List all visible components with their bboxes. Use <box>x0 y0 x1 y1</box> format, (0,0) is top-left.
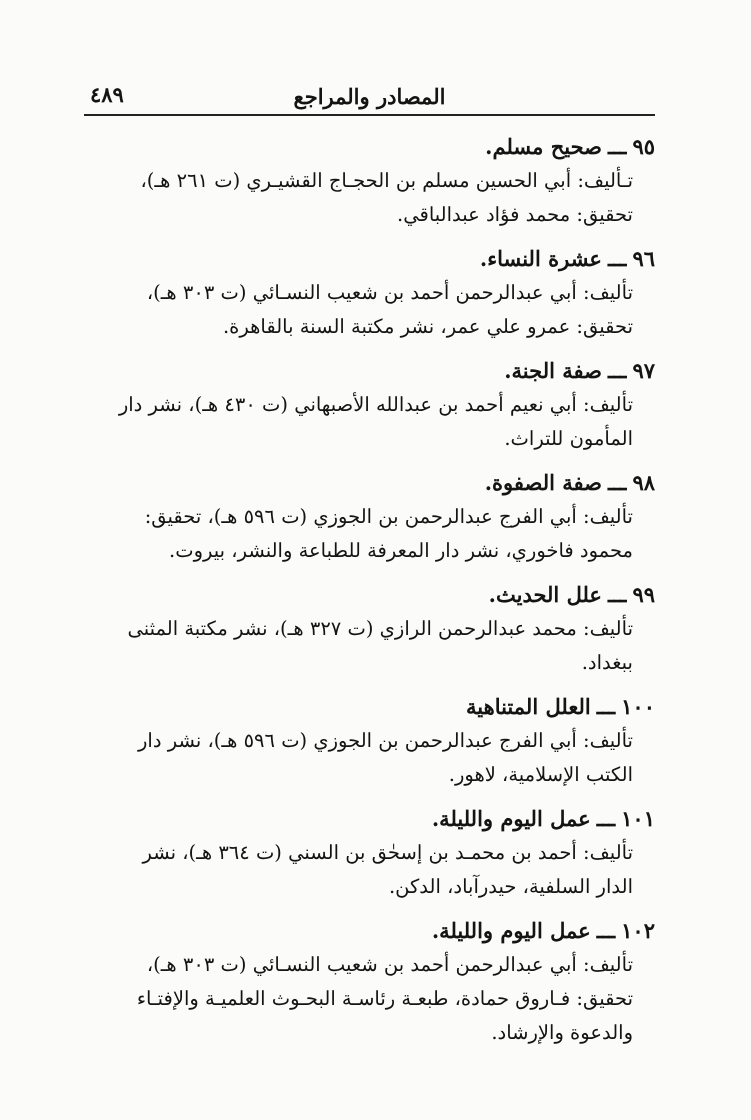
page-number: ٤٨٩ <box>90 82 124 107</box>
entry-title: عمل اليوم والليلة. <box>431 918 591 943</box>
entry-dash: ـــ <box>607 358 627 383</box>
entry-line: والدعوة والإرشاد. <box>491 1021 633 1044</box>
bibliography-entry <box>84 242 655 344</box>
entry-line: تأليف: أبي عبدالرحمن أحمد بن شعيب النسـائي (ت ٣٠٣ هـ)، <box>146 281 633 304</box>
entry-dash: ـــ <box>607 246 627 271</box>
entry-title: عمل اليوم والليلة. <box>431 806 591 831</box>
bibliography-entry <box>84 130 655 232</box>
entry-heading <box>84 578 655 612</box>
entry-line: تـأليف: أبي الحسين مسلم بن الحجـاج القشيـري (ت ٢٦١ هـ)، <box>140 169 633 192</box>
entry-heading <box>84 242 655 276</box>
entry-number: ٩٩ <box>632 582 655 607</box>
entry-line: الكتب الإسلامية، لاهور. <box>448 763 633 786</box>
entry-dash: ـــ <box>596 806 616 831</box>
entry-line: تأليف: أبي عبدالرحمن أحمد بن شعيب النسـائي (ت ٣٠٣ هـ)، <box>146 953 633 976</box>
entry-line: تأليف: محمد عبدالرحمن الرازي (ت ٣٢٧ هـ)، نشر مكتبة المثنى <box>127 617 633 640</box>
entry-heading <box>84 690 655 724</box>
bibliography-entry <box>84 354 655 456</box>
entry-line: تأليف: أبي الفرج عبدالرحمن بن الجوزي (ت ٥٩٦ هـ)، نشر دار <box>137 729 633 752</box>
entry-line: تأليف: أبي نعيم أحمد بن عبدالله الأصبهاني (ت ٤٣٠ هـ)، نشر دار <box>118 393 633 416</box>
page-header <box>84 78 655 116</box>
entry-dash: ـــ <box>607 582 627 607</box>
entry-number: ٩٨ <box>632 470 655 495</box>
entry-line: ببغداد. <box>581 651 633 674</box>
bibliography-list <box>84 116 655 1050</box>
bibliography-entry <box>84 578 655 680</box>
bibliography-entry <box>84 914 655 1050</box>
entry-dash: ـــ <box>607 470 627 495</box>
entry-number: ٩٦ <box>632 246 655 271</box>
bibliography-entry <box>84 690 655 792</box>
entry-line: تحقيق: فـاروق حمادة، طبعـة رئاسـة البحـوث العلميـة والإفتـاء <box>136 987 633 1010</box>
running-title: المصادر والمراجع <box>293 84 446 109</box>
entry-title: صفة الجنة. <box>504 358 602 383</box>
entry-line: تحقيق: عمرو علي عمر، نشر مكتبة السنة بالقاهرة. <box>222 315 633 338</box>
entry-title: صحيح مسلم. <box>485 134 602 159</box>
entry-heading <box>84 802 655 836</box>
bibliography-entry <box>84 802 655 904</box>
entry-dash: ـــ <box>596 918 616 943</box>
entry-heading <box>84 354 655 388</box>
entry-dash: ـــ <box>607 134 627 159</box>
entry-line: تحقيق: محمد فؤاد عبدالباقي. <box>397 203 633 226</box>
entry-number: ١٠١ <box>621 806 655 831</box>
entry-line: الدار السلفية، حيدرآباد، الدكن. <box>388 875 633 898</box>
entry-line: المأمون للتراث. <box>504 427 633 450</box>
entry-line: محمود فاخوري، نشر دار المعرفة للطباعة والنشر، بيروت. <box>169 539 633 562</box>
entry-title: العلل المتناهية <box>466 694 591 719</box>
book-page <box>84 78 655 1080</box>
entry-number: ١٠٢ <box>621 918 655 943</box>
entry-title: صفة الصفوة. <box>484 470 602 495</box>
bibliography-entry <box>84 466 655 568</box>
entry-dash: ـــ <box>596 694 616 719</box>
entry-number: ١٠٠ <box>621 694 655 719</box>
entry-title: علل الحديث. <box>488 582 602 607</box>
entry-heading <box>84 466 655 500</box>
entry-line: تأليف: أبي الفرج عبدالرحمن بن الجوزي (ت ٥٩٦ هـ)، تحقيق: <box>144 505 633 528</box>
entry-number: ٩٥ <box>632 134 655 159</box>
entry-heading <box>84 914 655 948</box>
entry-heading <box>84 130 655 164</box>
entry-title: عشرة النساء. <box>479 246 602 271</box>
entry-number: ٩٧ <box>632 358 655 383</box>
entry-line: تأليف: أحمد بن محمـد بن إسحٰق بن السني (ت ٣٦٤ هـ)، نشر <box>142 841 633 864</box>
